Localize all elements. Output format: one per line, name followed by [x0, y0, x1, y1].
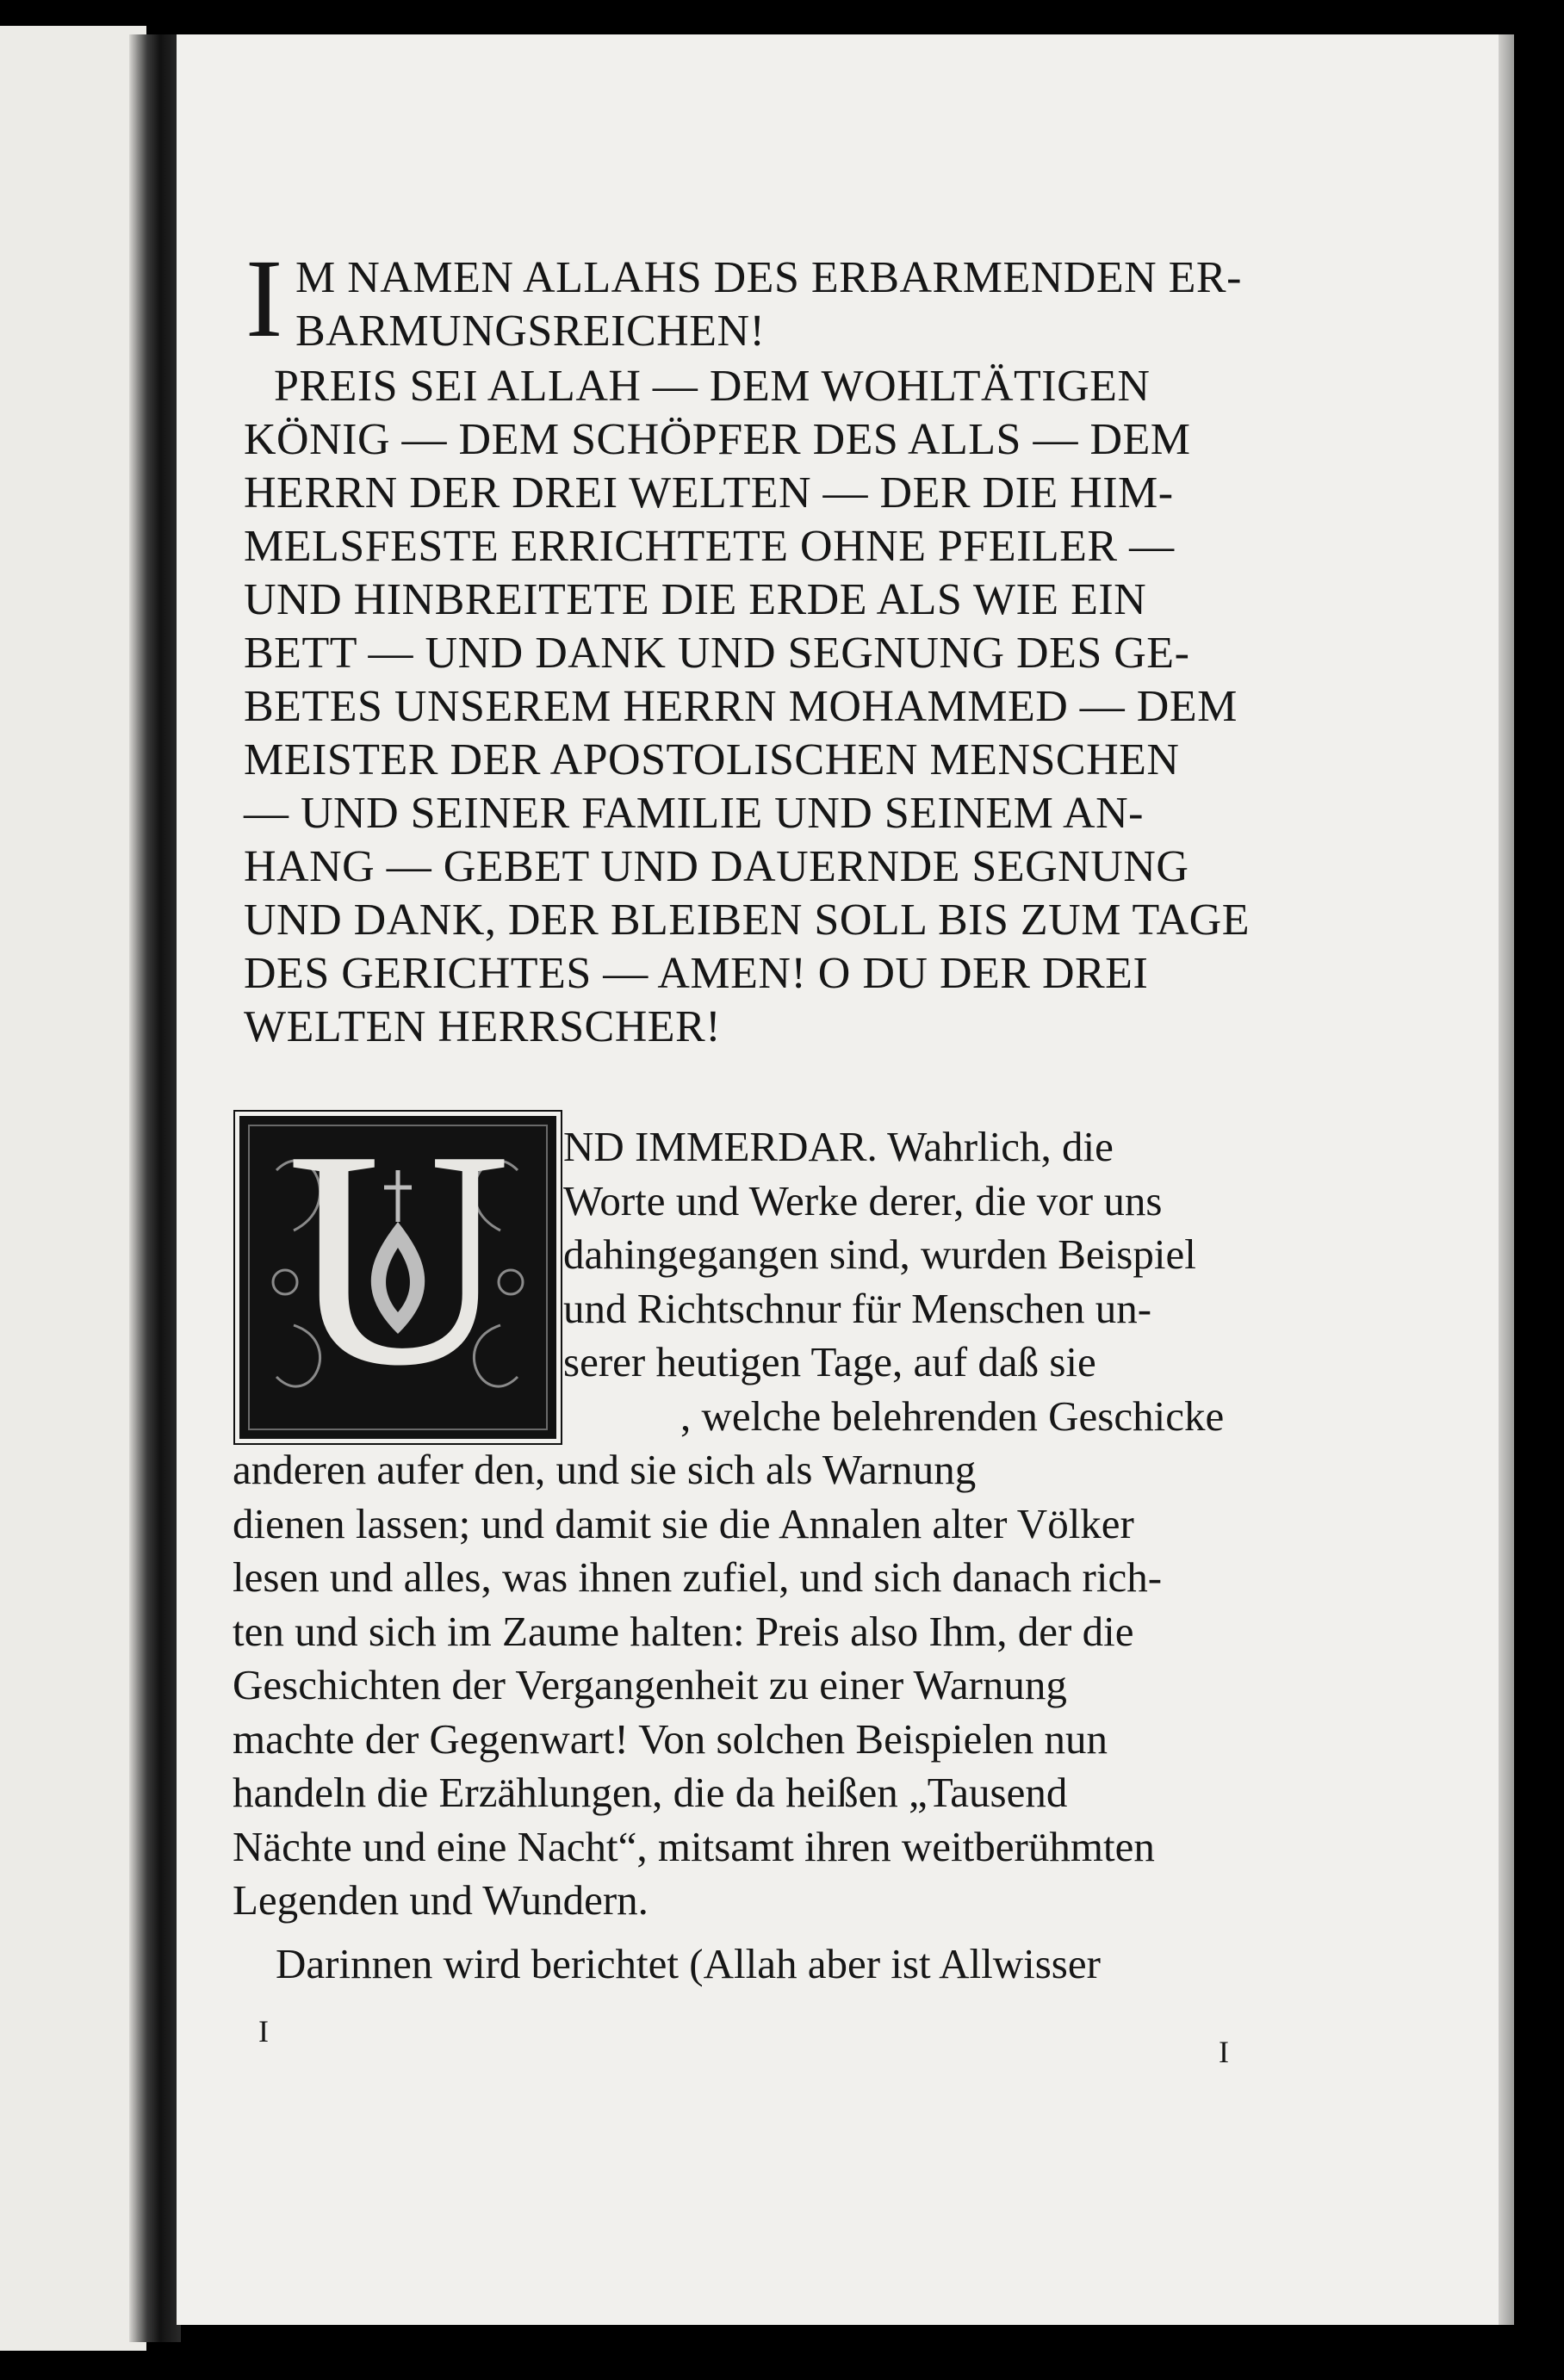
praise-line: WELTEN HERRSCHER!	[244, 1002, 722, 1051]
praise-line: DES GERICHTES — AMEN! O DU DER DREI	[244, 949, 1149, 998]
body-line: lesen und alles, was ihnen zufiel, und sich danach rich-	[233, 1553, 1163, 1601]
body-line: ND IMMERDAR. Wahrlich, die	[563, 1123, 1114, 1170]
body-line: ten und sich im Zaume halten: Preis also Ihm, der die	[233, 1608, 1134, 1655]
praise-line: HANG — GEBET UND DAUERNDE SEGNUNG	[244, 842, 1189, 891]
praise-line: MELSFESTE ERRICHTETE OHNE PFEILER —	[244, 522, 1175, 571]
body-line: handeln die Erzählungen, die da heißen „Tausend	[233, 1769, 1068, 1816]
body-line: Darinnen wird berichtet (Allah aber ist Allwisser	[276, 1940, 1101, 1987]
praise-line: MEISTER DER APOSTOLISCHEN MENSCHEN	[244, 735, 1180, 784]
praise-line: — UND SEINER FAMILIE UND SEINEM AN-	[244, 789, 1144, 838]
facing-page-edge	[0, 26, 146, 2351]
body-line: machte der Gegenwart! Von solchen Beispielen nun	[233, 1715, 1108, 1763]
body-line: Legenden und Wundern.	[233, 1876, 649, 1924]
body-line: anderen aufer den, und sie sich als Warnung	[233, 1446, 977, 1493]
heading-drop-letter: I	[245, 237, 283, 361]
signature-mark: I	[258, 2014, 269, 2048]
page-edge	[1499, 34, 1514, 2325]
book-gutter	[129, 34, 181, 2342]
praise-line: BETES UNSEREM HERRN MOHAMMED — DEM	[244, 682, 1238, 731]
body-line: und Richtschnur für Menschen un-	[563, 1285, 1152, 1332]
initial-letter: U	[287, 1086, 511, 1429]
praise-line: BETT — UND DANK UND SEGNUNG DES GE-	[244, 629, 1190, 678]
heading-line-1: M NAMEN ALLAHS DES ERBARMENDEN ER-	[295, 253, 1242, 302]
body-line: Geschichten der Vergangenheit zu einer Warnung	[233, 1661, 1067, 1708]
body-line: Nächte und eine Nacht“, mitsamt ihren weitberühmten	[233, 1823, 1155, 1870]
heading-line-2: BARMUNGSREICHEN!	[295, 307, 766, 356]
body-line: , welche belehrenden Geschicke	[680, 1392, 1225, 1440]
praise-line: UND DANK, DER BLEIBEN SOLL BIS ZUM TAGE	[244, 896, 1250, 945]
praise-line: KÖNIG — DEM SCHÖPFER DES ALLS — DEM	[244, 415, 1191, 464]
praise-line: PREIS SEI ALLAH — DEM WOHLTÄTIGEN	[274, 362, 1151, 411]
body-line: serer heutigen Tage, auf daß sie	[563, 1338, 1096, 1385]
ornamental-initial	[239, 1086, 556, 1439]
body-line: dienen lassen; und damit sie die Annalen alter Völker	[233, 1500, 1134, 1547]
praise-line: HERRN DER DREI WELTEN — DER DIE HIM-	[244, 468, 1174, 518]
page-number: I	[1219, 2035, 1229, 2069]
body-line: Worte und Werke derer, die vor uns	[563, 1177, 1163, 1224]
praise-line: UND HINBREITETE DIE ERDE ALS WIE EIN	[244, 575, 1147, 624]
body-line: dahingegangen sind, wurden Beispiel	[563, 1230, 1196, 1278]
